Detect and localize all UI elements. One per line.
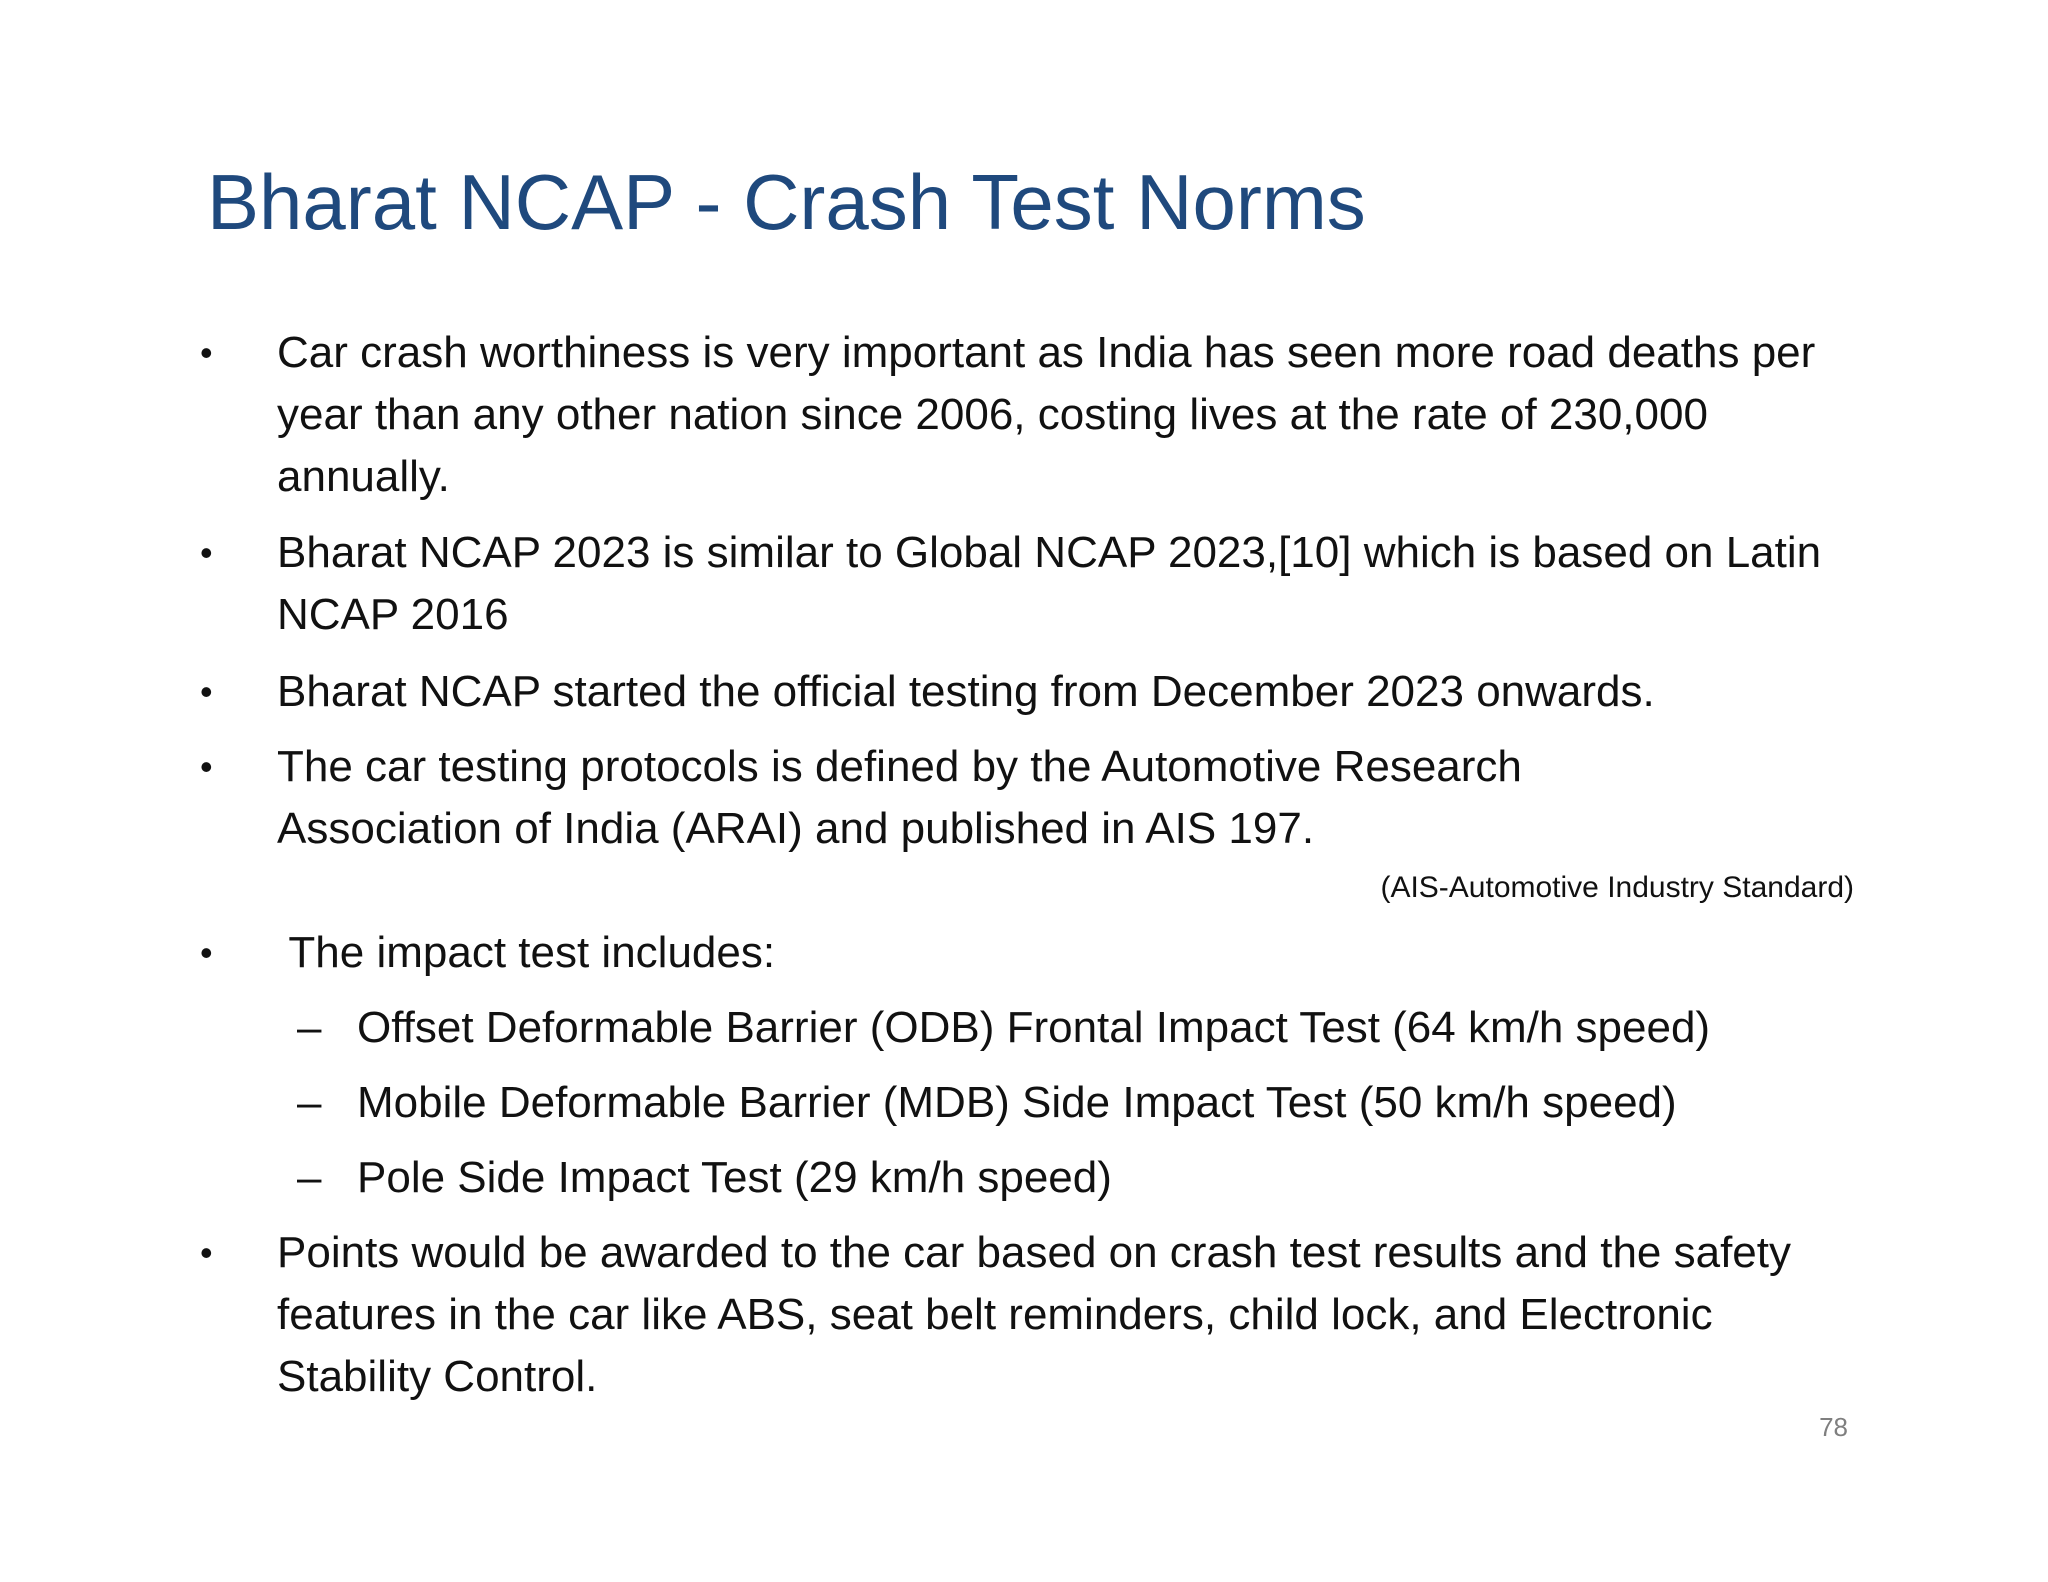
bullet-icon: •: [200, 932, 213, 973]
sub-item-text: Pole Side Impact Test (29 km/h speed): [357, 1153, 1112, 1202]
dash-icon: –: [297, 1078, 322, 1127]
page-number: 78: [1819, 1412, 1848, 1442]
bullet-icon: •: [200, 532, 213, 573]
bullet-text: The impact test includes:: [277, 928, 776, 977]
slide-title: Bharat NCAP - Crash Test Norms: [207, 158, 1366, 246]
sub-item-text: Mobile Deformable Barrier (MDB) Side Impact Test (50 km/h speed): [357, 1078, 1677, 1127]
bullet-text: Bharat NCAP started the official testing from December 2023 onwards.: [277, 667, 1655, 716]
bullet-text: The car testing protocols is defined by the Automotive Research Association of India (ARAI) and published in AIS 197.: [277, 742, 1522, 853]
ais-footnote: (AIS-Automotive Industry Standard): [1380, 871, 1854, 904]
dash-icon: –: [297, 1153, 322, 1202]
dash-icon: –: [297, 1003, 322, 1052]
sub-item-text: Offset Deformable Barrier (ODB) Frontal Impact Test (64 km/h speed): [357, 1003, 1711, 1052]
bullet-text: Points would be awarded to the car based on crash test results and the safety features in the car like ABS, seat belt reminders, child lock, and Electronic Stability Control.: [277, 1228, 1792, 1401]
bullet-icon: •: [200, 1232, 213, 1273]
bullet-icon: •: [200, 671, 213, 712]
bullet-icon: •: [200, 332, 213, 373]
bullet-text: Car crash worthiness is very important as India has seen more road deaths per year than any other nation since 2006, costing lives at the rate of 230,000 annually.: [277, 328, 1816, 501]
bullet-icon: •: [200, 746, 213, 787]
bullet-text: Bharat NCAP 2023 is similar to Global NCAP 2023,[10] which is based on Latin NCAP 2016: [277, 528, 1822, 639]
